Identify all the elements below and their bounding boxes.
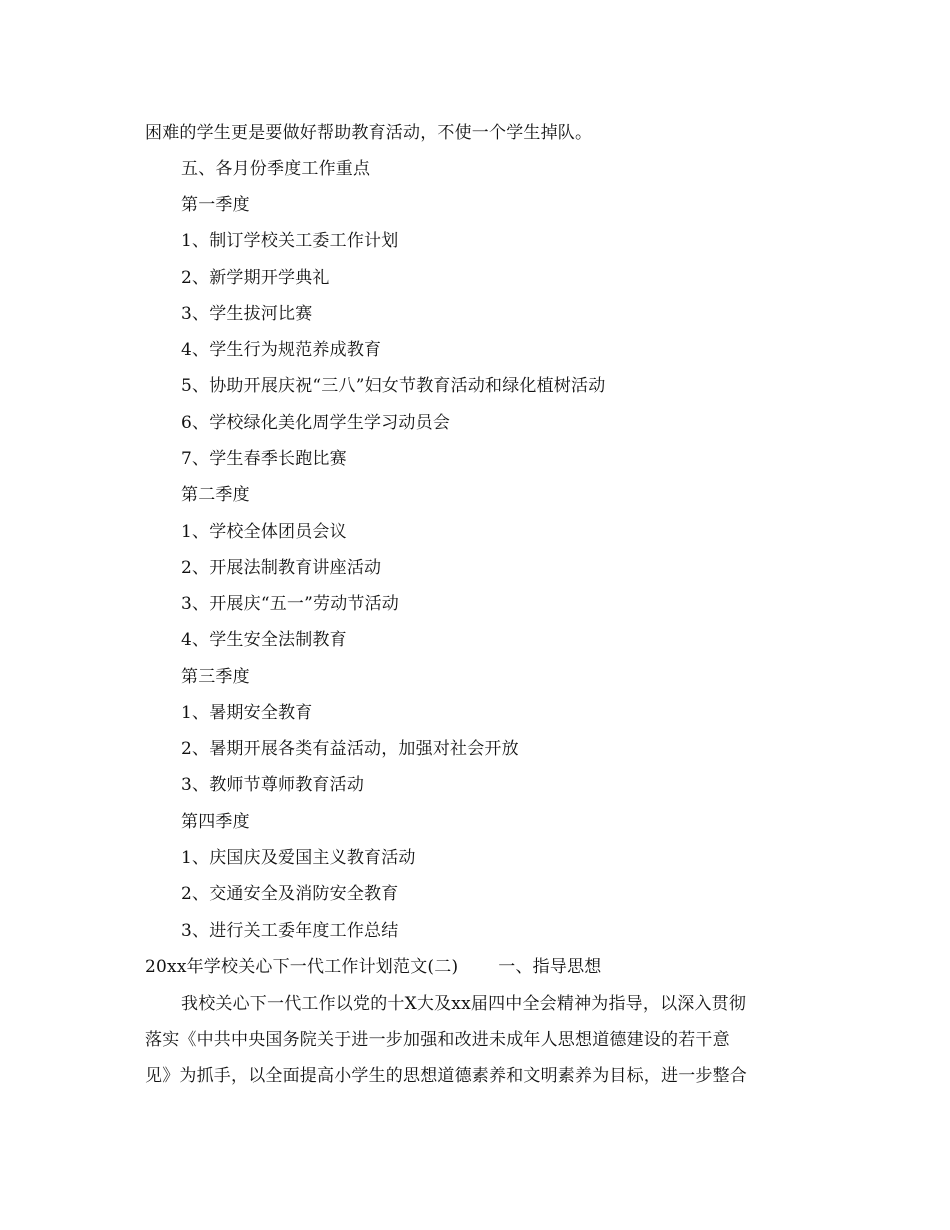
list-item: 6、学校绿化美化周学生学习动员会 — [181, 413, 451, 433]
list-item: 1、暑期安全教育 — [181, 703, 313, 723]
paragraph-line: 见》为抓手，以全面提高小学生的思想道德素养和文明素养为目标，进一步整合 — [145, 1066, 747, 1086]
list-item: 4、学生行为规范养成教育 — [181, 340, 382, 360]
paragraph-line: 我校关心下一代工作以党的十X大及xx届四中全会精神为指导，以深入贯彻 — [181, 994, 747, 1014]
list-item: 1、庆国庆及爱国主义教育活动 — [181, 848, 416, 868]
document-title: 20xx年学校关心下一代工作计划范文(二) — [145, 957, 459, 977]
list-item: 7、学生春季长跑比赛 — [181, 449, 347, 469]
list-item: 3、学生拔河比赛 — [181, 304, 313, 324]
list-item: 3、开展庆“五一”劳动节活动 — [181, 594, 399, 614]
paragraph-line: 落实《中共中央国务院关于进一步加强和改进未成年人思想道德建设的若干意 — [145, 1030, 730, 1050]
document-heading-line — [145, 955, 601, 979]
list-item: 1、学校全体团员会议 — [181, 522, 347, 542]
quarter-heading: 第一季度 — [181, 195, 250, 215]
list-item: 2、交通安全及消防安全教育 — [181, 884, 399, 904]
quarter-heading: 第二季度 — [181, 485, 250, 505]
quarter-heading: 第三季度 — [181, 667, 250, 687]
quarter-heading: 第四季度 — [181, 812, 250, 832]
section-heading: 一、指导思想 — [498, 957, 602, 977]
list-item: 5、协助开展庆祝“三八”妇女节教育活动和绿化植树活动 — [181, 376, 606, 396]
list-item: 1、制订学校关工委工作计划 — [181, 231, 399, 251]
list-item: 2、暑期开展各类有益活动，加强对社会开放 — [181, 739, 519, 759]
text-line: 困难的学生更是要做好帮助教育活动，不使一个学生掉队。 — [145, 123, 593, 143]
list-item: 2、新学期开学典礼 — [181, 268, 330, 288]
list-item: 3、进行关工委年度工作总结 — [181, 921, 399, 941]
list-item: 2、开展法制教育讲座活动 — [181, 558, 382, 578]
list-item: 4、学生安全法制教育 — [181, 630, 347, 650]
list-item: 3、教师节尊师教育活动 — [181, 775, 365, 795]
section-heading: 五、各月份季度工作重点 — [181, 159, 371, 179]
